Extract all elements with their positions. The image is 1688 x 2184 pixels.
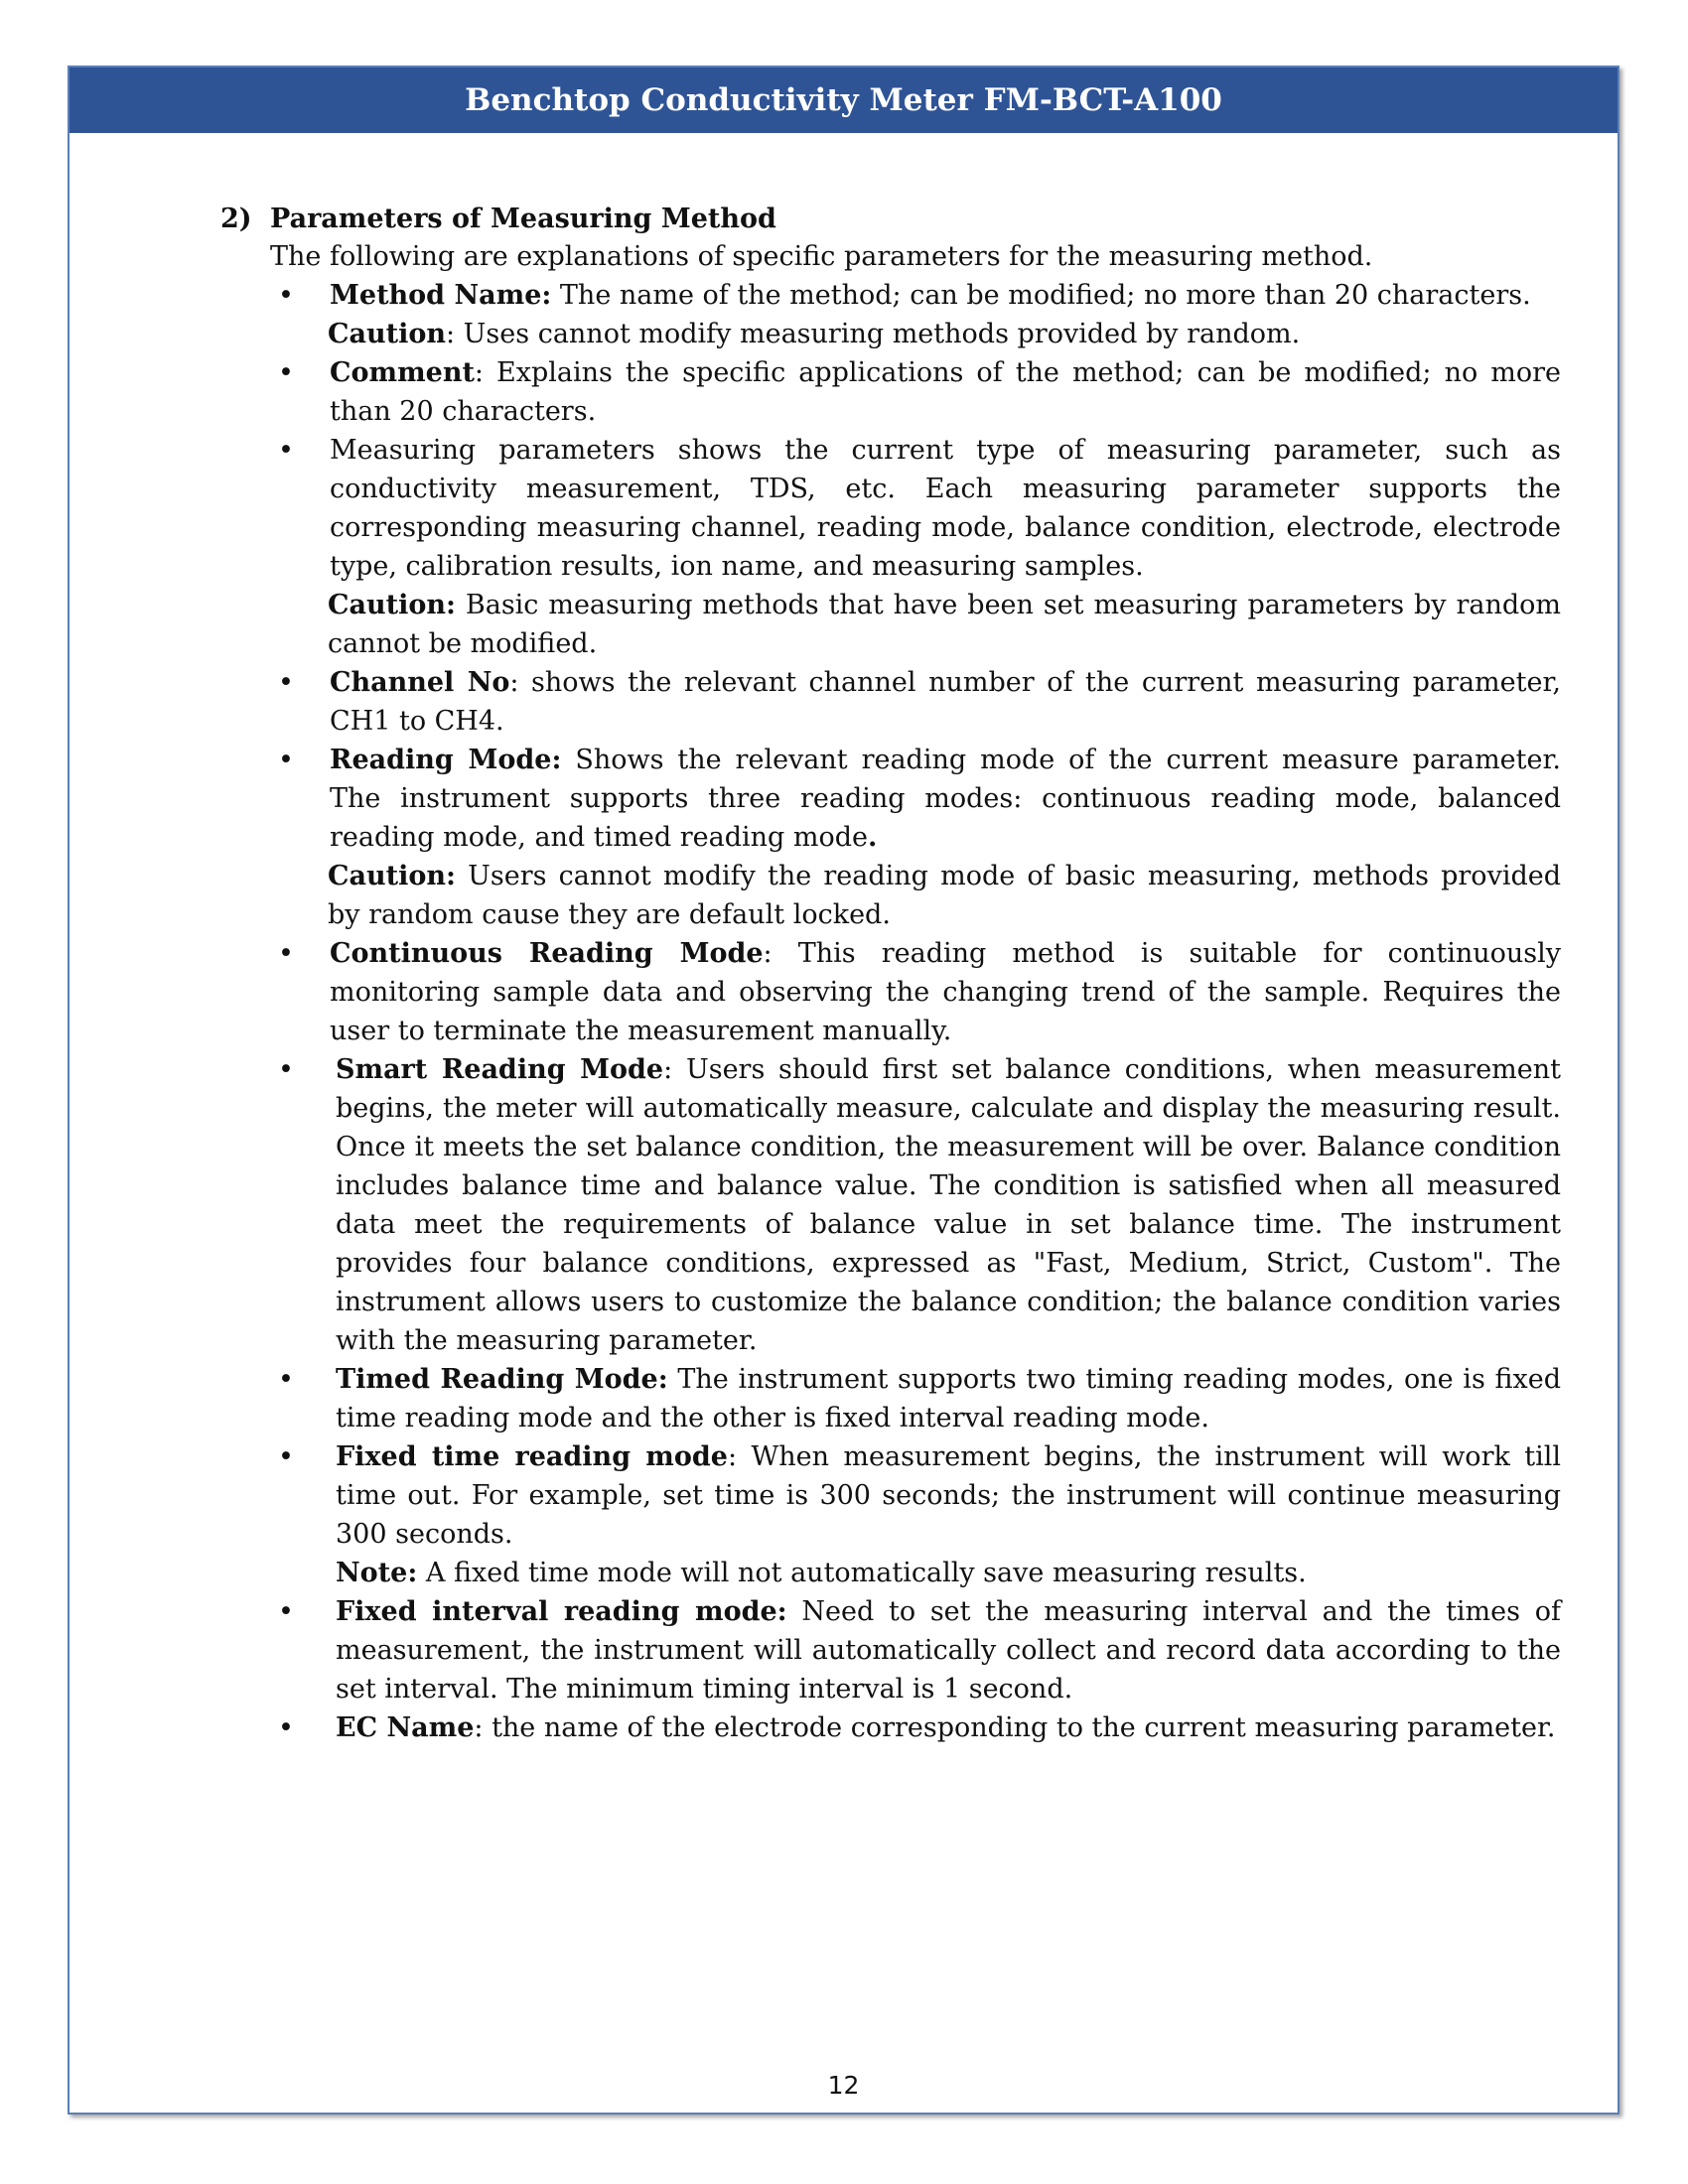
list-item [220, 741, 1561, 857]
bullet-icon: • [278, 357, 294, 388]
item-term: Fixed interval reading mode: [336, 1596, 787, 1627]
bullet-icon: • [278, 1054, 294, 1085]
item-term: Smart Reading Mode [336, 1054, 664, 1085]
item-text: Measuring parameters shows the current type of measuring parameter, such as conductivity measurement, TDS, etc. Each measuring parameter supports the corresponding measuring channel, reading mode, balance condition, electrode, electrode type, calibration results, ion name, and measuring samples. [330, 435, 1561, 582]
caution-text: Users cannot modify the reading mode of basic measuring, methods provided by random cause they are default locked. [328, 861, 1561, 930]
caution-note [220, 857, 1561, 934]
list-item [220, 276, 1561, 315]
item-text: : Explains the specific applications of the method; can be modified; no more than 20 characters. [330, 357, 1561, 427]
list-item [220, 1708, 1561, 1747]
bullet-icon: • [278, 280, 294, 311]
document-header [70, 68, 1618, 133]
section-title: Parameters of Measuring Method [270, 204, 776, 234]
section-number: 2) [220, 204, 252, 234]
caution-label: Caution [328, 319, 446, 349]
item-term: Channel No [330, 667, 510, 698]
page-frame [68, 66, 1619, 2115]
parameter-list [220, 276, 1561, 1747]
bullet-icon: • [278, 1596, 294, 1627]
caution-note [220, 586, 1561, 663]
list-item [220, 1437, 1561, 1554]
item-term: Continuous Reading Mode [330, 938, 764, 969]
item-term: Reading Mode: [330, 745, 562, 775]
bullet-icon: • [278, 435, 294, 466]
list-item [220, 431, 1561, 586]
note-label: Note: [336, 1558, 418, 1588]
page-content [220, 201, 1561, 1747]
item-text: : the name of the electrode corresponding to the current measuring parameter. [474, 1712, 1556, 1743]
caution-text: : Uses cannot modify measuring methods provided by random. [445, 319, 1301, 349]
bullet-icon: • [278, 1441, 294, 1472]
item-term: Fixed time reading mode [336, 1441, 728, 1472]
item-text: : When measurement begins, the instrument will work till time out. For example, set time is 300 seconds; the instrument will continue measuring 300 seconds. [336, 1441, 1562, 1550]
item-term: Timed Reading Mode: [336, 1364, 668, 1395]
item-text: The instrument supports two timing reading modes, one is fixed time reading mode and the other is fixed interval reading mode. [336, 1364, 1562, 1433]
list-item [220, 1592, 1561, 1708]
list-item [220, 1360, 1561, 1437]
document-title: Benchtop Conductivity Meter FM-BCT-A100 [465, 82, 1222, 118]
item-text-end: . [868, 822, 878, 853]
caution-note [220, 315, 1561, 353]
bullet-icon: • [278, 938, 294, 969]
section-intro: The following are explanations of specific parameters for the measuring method. [270, 241, 1373, 272]
list-item [220, 663, 1561, 741]
list-item [220, 1050, 1561, 1360]
bullet-icon: • [278, 667, 294, 698]
caution-text: Basic measuring methods that have been set measuring parameters by random cannot be modified. [328, 590, 1561, 659]
section-heading [220, 201, 1561, 238]
item-text: Need to set the measuring interval and the times of measurement, the instrument will automatically collect and record data according to the set interval. The minimum timing interval is 1 second. [336, 1596, 1561, 1705]
list-item [220, 353, 1561, 431]
page-number: 12 [827, 2071, 860, 2100]
bullet-icon: • [278, 1712, 294, 1743]
caution-label: Caution: [328, 861, 456, 891]
item-text: The name of the method; can be modified; no more than 20 characters. [551, 280, 1531, 311]
item-term: Comment [330, 357, 475, 388]
item-text: : Users should first set balance conditions, when measurement begins, the meter will automatically measure, calculate and display the measuring result. Once it meets the set balance condition, the measurement will be over. Balance condition includes balance time and balance value. The condition is satisfied when all measured data meet the requirements of balance value in set balance time. The instrument provides four balance conditions, expressed as "Fast, Medium, Strict, Custom". The instrument allows users to customize the balance condition; the balance condition varies with the measuring parameter. [336, 1054, 1561, 1356]
bullet-icon: • [278, 745, 294, 775]
item-text: : This reading method is suitable for continuously monitoring sample data and observing the changing trend of the sample. Requires the user to terminate the measurement manually. [330, 938, 1562, 1046]
item-text: : shows the relevant channel number of the current measuring parameter, CH1 to CH4. [330, 667, 1561, 737]
note-text: A fixed time mode will not automatically save measuring results. [417, 1558, 1307, 1588]
bullet-icon: • [278, 1364, 294, 1395]
list-item [220, 934, 1561, 1050]
note [220, 1554, 1561, 1592]
item-term: EC Name [336, 1712, 475, 1743]
item-text: Shows the relevant reading mode of the current measure parameter. The instrument supports three reading modes: continuous reading mode, balanced reading mode, and timed reading mode [330, 745, 1562, 853]
caution-label: Caution: [328, 590, 456, 620]
item-term: Method Name: [330, 280, 552, 311]
